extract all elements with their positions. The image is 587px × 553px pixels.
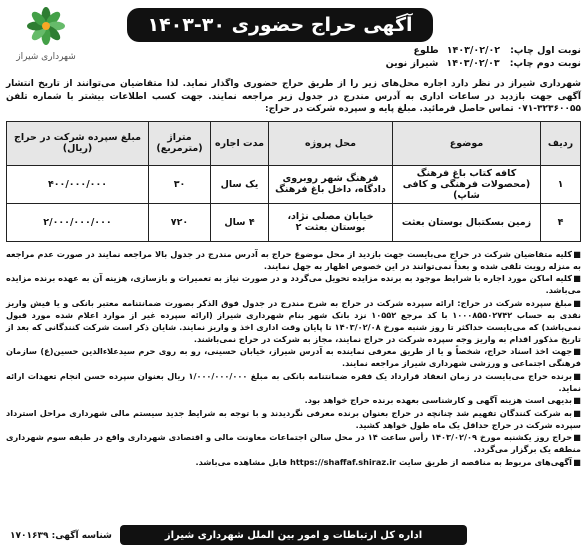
list-item	[6, 272, 581, 296]
note-text: حراج روز یکشنبه مورخ ۱۴۰۳/۰۲/۰۹ رأس ساعت ۱۴ در محل سالن اجتماعات معاونت مالی و اقتصادی شهرداری واقع در طبقه سوم شهرداری منطقه یک برگزار می‌گردد.	[6, 432, 581, 454]
cell-area: ۷۲۰	[149, 203, 211, 241]
intro-paragraph: شهرداری شیراز در نظر دارد اجاره محل‌های زیر را از طریق حراج حضوری واگذار نماید. لذا متقاضیان می‌توانند از تاریخ انتشار آگهی جهت بازدید در ساعات اداری به آدرس مندرج در جدول زیر مراجعه نمایند. جهت کسب اطلاعات بیشتر با شماره تلفن ۳۲۳۶۰۰۵۵-۰۷۱ تماس حاصل فرمائید. مبلغ پایه و سپرده شرکت در حراج:	[6, 79, 581, 114]
page-title: آگهی حراج حضوری ۳۰-۱۴۰۳	[127, 8, 433, 42]
list-item	[6, 394, 581, 406]
publication-info	[376, 44, 581, 70]
ad-id	[10, 531, 112, 541]
first-pub-date: ۱۴۰۳/۰۲/۰۲	[446, 45, 501, 56]
second-pub-paper: شیراز نوین	[385, 58, 439, 69]
note-text: جهت اخذ اسناد حراج، شخصاً و یا از طریق معرفی نماینده به آدرس شیراز، خیابان حسینی، رو به روی حرم سیدعلاءالدین حسین(ع) سازمان فرهنگی اجتماعی و ورزشی شهرداری شیراز مراجعه نمایند.	[6, 346, 581, 368]
note-text: برنده حراج می‌بایست در زمان انعقاد قرارداد یک فقره ضمانتنامه بانکی به مبلغ ۱/۰۰۰/۰۰۰/۰۰۰ ریال بعنوان سپرده حسن انجام تعهدات ارائه نماید.	[6, 370, 581, 393]
square-bullet-icon: ■	[573, 273, 581, 283]
cell-period: یک سال	[211, 165, 269, 203]
note-text: کلیه اماکن مورد اجاره با شرایط موجود به برنده مزایده تحویل می‌گردد و در صورت نیاز به تعمیرات و بازسازی، هزینه آن به عهده برنده مزایده می‌باشد.	[6, 273, 581, 295]
list-item	[6, 407, 581, 431]
square-bullet-icon: ■	[573, 432, 581, 442]
list-item	[6, 431, 581, 455]
cell-deposit: ۲/۰۰۰/۰۰۰/۰۰۰	[7, 203, 149, 241]
cell-row: ۱	[541, 165, 581, 203]
note-text: به شرکت کنندگان تفهیم شد چنانچه در حراج بعنوان برنده معرفی نگردیدند و با توجه به شرایط جدید سیستم مالی شهرداری مراحل استرداد سپرده شرکت در حراج حداقل یک ماه طول خواهد کشید.	[6, 407, 581, 430]
second-pub-label: نوبت دوم چاپ:	[509, 58, 581, 69]
second-pub-date: ۱۴۰۳/۰۲/۰۳	[446, 58, 500, 69]
cell-row: ۴	[541, 203, 581, 241]
flower-logo-icon	[26, 6, 66, 46]
shiraz-municipality-logo	[14, 6, 78, 72]
note-text: بدیهی است هزینه آگهی و کارشناسی بعهده برنده حراج خواهد بود.	[304, 395, 572, 405]
square-bullet-icon: ■	[573, 297, 581, 308]
col-subject: موضوع	[393, 121, 541, 165]
footer-org-bar: اداره کل ارتباطات و امور بین الملل شهرداری شیراز	[120, 525, 467, 545]
col-period: مدت اجاره	[211, 121, 269, 165]
cell-location: فرهنگ شهر روبروی دادگاه، داخل باغ فرهنگ	[269, 165, 393, 203]
auction-items-table	[6, 121, 581, 242]
square-bullet-icon: ■	[573, 370, 582, 381]
square-bullet-icon: ■	[573, 346, 581, 356]
cell-deposit: ۴۰۰/۰۰۰/۰۰۰	[7, 165, 149, 203]
first-publication	[376, 44, 581, 57]
note-text: آگهی‌های مربوط به مناقصه از طریق سایت	[398, 456, 572, 467]
first-pub-label: نوبت اول چاپ:	[510, 45, 581, 56]
note-text: قابل مشاهده می‌باشد.	[195, 456, 288, 467]
note-text: کلیه متقاضیان شرکت در حراج می‌بایست جهت بازدید از محل موضوع حراج به آدرس مندرج در جدول بالا مراجعه نمایند در صورت عدم مراجعه به منزله رویت تلقی شده و بعداً نمی‌توانند در این خصوص اظهار به جهل نمایند.	[6, 248, 581, 271]
ad-header	[6, 4, 581, 69]
square-bullet-icon: ■	[573, 407, 581, 418]
cell-area: ۳۰	[149, 165, 211, 203]
list-item	[6, 248, 581, 272]
square-bullet-icon: ■	[573, 248, 581, 259]
table-row	[7, 165, 581, 203]
square-bullet-icon: ■	[573, 456, 581, 467]
cell-subject: کافه کتاب باغ فرهنگ (محصولات فرهنگی و کافی شاپ)	[393, 165, 541, 203]
list-item	[6, 297, 581, 345]
table-header-row	[7, 121, 581, 165]
table-row	[7, 203, 581, 241]
list-item	[6, 345, 581, 369]
list-item	[6, 370, 581, 394]
col-deposit: مبلغ سپرده شرکت در حراج (ریال)	[7, 121, 149, 165]
col-location: محل پروژه	[269, 121, 393, 165]
transparency-site-link[interactable]: https://shaffaf.shiraz.ir	[290, 456, 397, 467]
ad-id-value: ۱۷۰۱۶۳۹	[10, 531, 49, 541]
logo-caption: شهرداری شیراز	[16, 52, 76, 62]
col-area: متراژ (مترمربع)	[149, 121, 211, 165]
col-row: ردیف	[541, 121, 581, 165]
note-text: مبلغ سپرده شرکت در حراج: ارائه سپرده شرکت در حراج به شرح مندرج در جدول فوق الذکر بصورت ضمانتنامه معتبر بانکی و یا فیش واریز نقدی به حساب ۱۰۰۰۸۵۵۰۲۷۴۲ با کد مرجع ۱۰۵۵۲ نزد بانک شهر بنام شهرداری شیراز (ارائه سپرده غیر از موارد اعلام شده مورد قبول نمی‌باشد) که می‌بایست حداکثر تا روز شنبه مورخ ۱۴۰۳/۰۲/۰۸ تا پایان وقت اداری اخذ و واریز نمایند. شایان ذکر است شرکت کنندگانی که بعد از تاریخ مذکور اقدام به واریز وجه سپرده شرکت در حراج نمایند، مجاز به شرکت در حراج نمی‌باشند.	[6, 297, 582, 344]
terms-list	[6, 248, 581, 468]
ad-id-label: شناسه آگهی:	[51, 531, 112, 541]
list-item	[6, 456, 581, 468]
cell-subject: زمین بسکتبال بوستان بعثت	[393, 203, 541, 241]
cell-location: خیابان مصلی نژاد، بوستان بعثت ۲	[269, 203, 393, 241]
first-pub-paper: طلوع	[413, 45, 439, 56]
second-publication	[376, 57, 581, 70]
square-bullet-icon: ■	[573, 395, 581, 405]
cell-period: ۴ سال	[211, 203, 269, 241]
